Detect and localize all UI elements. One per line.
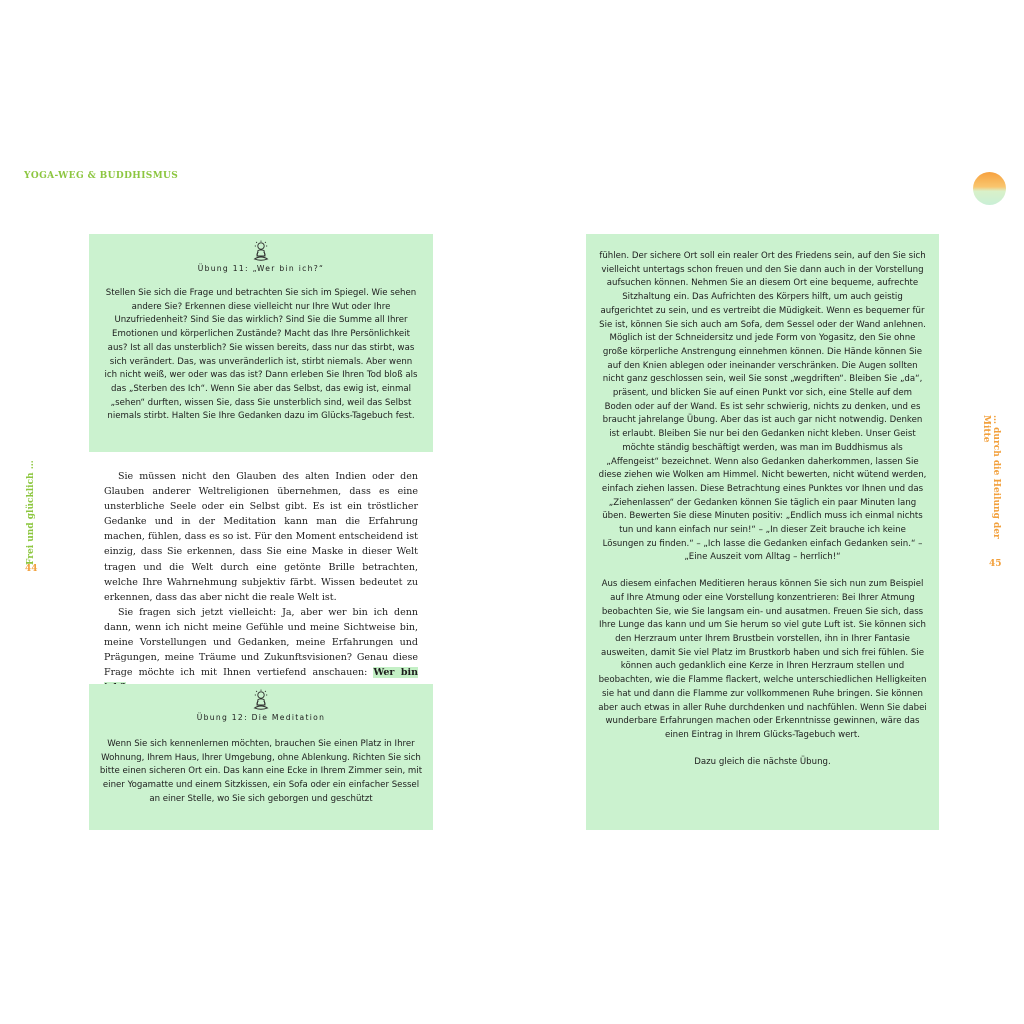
meditating-figure-icon [252,240,270,262]
left-body-text [104,469,418,695]
left-side-title: Frei und glücklich … [26,460,36,565]
page-number-left: 44 [25,564,38,574]
exercise-12-title: Übung 12: Die Meditation [196,713,326,722]
body-paragraph-2 [104,605,418,696]
exercise-11-text: Stellen Sie sich die Frage und betrachten Sie sich im Spiegel. Wie sehen andere Sie? Erkennen diese vielleicht nur Ihre Wut oder Ihre Unzufriedenheit? Sind Sie das wirklich? Sind Sie die Summe all Ihrer Emotionen und körperlichen Zustände? Macht das Ihre Persönlichkeit aus? Ist all das unsterblich? Sie wissen bereits, dass nur das stirbt, was sich verändert. Das, was unveränderlich ist, stirbt niemals. Aber wenn ich nicht weiß, wer oder was das ist? Dann erleben Sie Ihren Tod bloß als das „Sterben des Ich“. Wenn Sie aber das Selbst, das ewig ist, einmal „sehen“ durften, wissen Sie, dass Sie unsterblich sind, weil das Selbst niemals stirbt. Halten Sie Ihre Gedanken dazu im Glücks-Tagebuch fest. [104,288,418,422]
highlight-wer-bin-ich: Wer bin [104,667,418,693]
right-box-paragraph-2: Aus diesem einfachen Meditieren heraus können Sie sich nun zum Beispiel auf Ihre Atmung oder eine Vorstellung konzentrieren: Bei Ihrer Atmung beobachten Sie, wie Sie langsam ein- und ausatmen. Freuen Sie sich, dass Ihre Lunge das kann und um Sie herum so viel gute Luft ist. Sie können sich den Herzraum unter Ihrem Brustbein vorstellen, ihn in Ihrer Fantasie ausweiten, damit Sie viel Platz im Brustkorb haben und sich frei fühlen. Sie können auch gedanklich eine Kerze in Ihren Herzraum stellen und beobachten, wie die Flamme flackert, welche unterschiedlichen Helligkeiten sie hat und dann die Flamme zur vollkommenen Ruhe bringen. Sie können aber auch etwas in aller Ruhe durchdenken und nachfühlen. Wenn Sie dabei wunderbare Erfahrungen machen oder Erkenntnisse gewinnen, wäre das einen Eintrag in Ihrem Glücks-Tagebuch wert. [598,579,927,740]
body-paragraph-2-text: Sie fragen sich jetzt vielleicht: Ja, aber wer bin ich denn dann, wenn ich nicht meine Gefühle und meine Sichtweise bin, meine Vorstellungen und Gedanken, meine Erfahrungen und Prägungen, meine Träume und Zukunftsvisionen? Genau diese Frage möchte ich mit Ihnen vertiefend anschauen: [104,606,418,679]
right-side-title: … durch die Heilung der Mitte [981,415,1001,539]
body-paragraph-1: Sie müssen nicht den Glauben des alten Indien oder den Glauben anderer Weltreligionen übernehmen, dass es eine unsterbliche Seele oder ein Selbst gibt. Es ist ein tröstlicher Gedanke und in der Meditation kann man die Erfahrung machen, fühlen, dass es so ist. Für den Moment entscheidend ist einzig, dass Sie erkennen, dass Sie eine Maske in dieser Welt tragen und die Welt durch eine getönte Brille betrachten, welche Ihre Wahrnehmung subjektiv färbt. Wissen bedeutet zu erkennen, dass das aber nicht die reale Welt ist. [104,471,418,603]
section-header: YOGA-WEG & BUDDHISMUS [24,171,179,181]
right-box-paragraph-3: Dazu gleich die nächste Übung. [694,756,831,767]
exercise-11-title: Übung 11: „Wer bin ich?“ [197,264,325,273]
exercise-11-box [89,234,433,452]
exercise-12-text: Wenn Sie sich kennenlernen möchten, brauchen Sie einen Platz in Ihrer Wohnung, Ihrem Haus, Ihrer Umgebung, ohne Ablenkung. Richten Sie sich bitte einen sicheren Ort ein. Das kann eine Ecke in Ihrem Zimmer sein, mit einer Yogamatte und einem Sitzkissen, ein Sofa oder ein einfacher Sessel an einer Stelle, wo Sie sich geborgen und geschützt [99,739,423,804]
decorative-circle [973,172,1006,205]
exercise-11-header [103,240,419,273]
meditating-figure-icon [252,689,270,711]
right-box-paragraph-1: fühlen. Der sichere Ort soll ein realer Ort des Friedens sein, auf den Sie sich vielleicht untertags schon freuen und den Sie dann auch in der Vorstellung aufsuchen können. Nehmen Sie an diesem Ort eine bequeme, aufrechte Sitzhaltung ein. Das Aufrichten des Körpers hilft, um auch geistig aufgerichtet zu sein, und es vertreibt die Müdigkeit. Wenn es bequemer für Sie ist, können Sie sich auch am Sofa, dem Sessel oder der Wand anlehnen. Möglich ist der Schneidersitz und jede Form von Yogasitz, den Sie ohne große körperliche Anstrengung einnehmen können. Die Hände können Sie auf den Knien ablegen oder ineinander verschränken. Die Augen sollten nicht ganz geschlossen sein, weil Sie sonst „wegdriften“. Bleiben Sie „da“, präsent, und blicken Sie auf einen Punkt vor sich, eine Stelle auf dem Boden oder auf der Wand. Es ist sehr schwierig, nichts zu denken, und es braucht jahrelange Übung. Aber das ist auch gar nicht notwendig. Denken ist erlaubt. Bleiben Sie nur bei den Gedanken nicht kleben. Unser Geist möchte ständig beschäftigt werden, was man im Buddhismus als „Affengeist“ bezeichnet. Wenn also Gedanken daherkommen, lassen Sie diese ziehen wie Wolken am Himmel. Nicht bewerten, nicht wütend werden, einfach ziehen lassen. Diese Betrachtung eines Punktes vor Ihnen und das „Ziehenlassen“ der Gedanken können Sie täglich ein paar Minuten lang üben. Bewerten Sie diese Minuten positiv: „Endlich muss ich einmal nichts tun und kann einfach nur sein!“ – „In dieser Zeit brauche ich keine Lösungen zu finden.“ – „Ich lasse die Gedanken einfach Gedanken sein.“ – „Eine Auszeit vom Alltag – herrlich!“ [598,251,927,563]
exercise-12-box [89,684,433,830]
page-number-right: 45 [989,559,1002,569]
exercise-12-continued-box [586,234,939,830]
exercise-12-header [97,689,425,722]
